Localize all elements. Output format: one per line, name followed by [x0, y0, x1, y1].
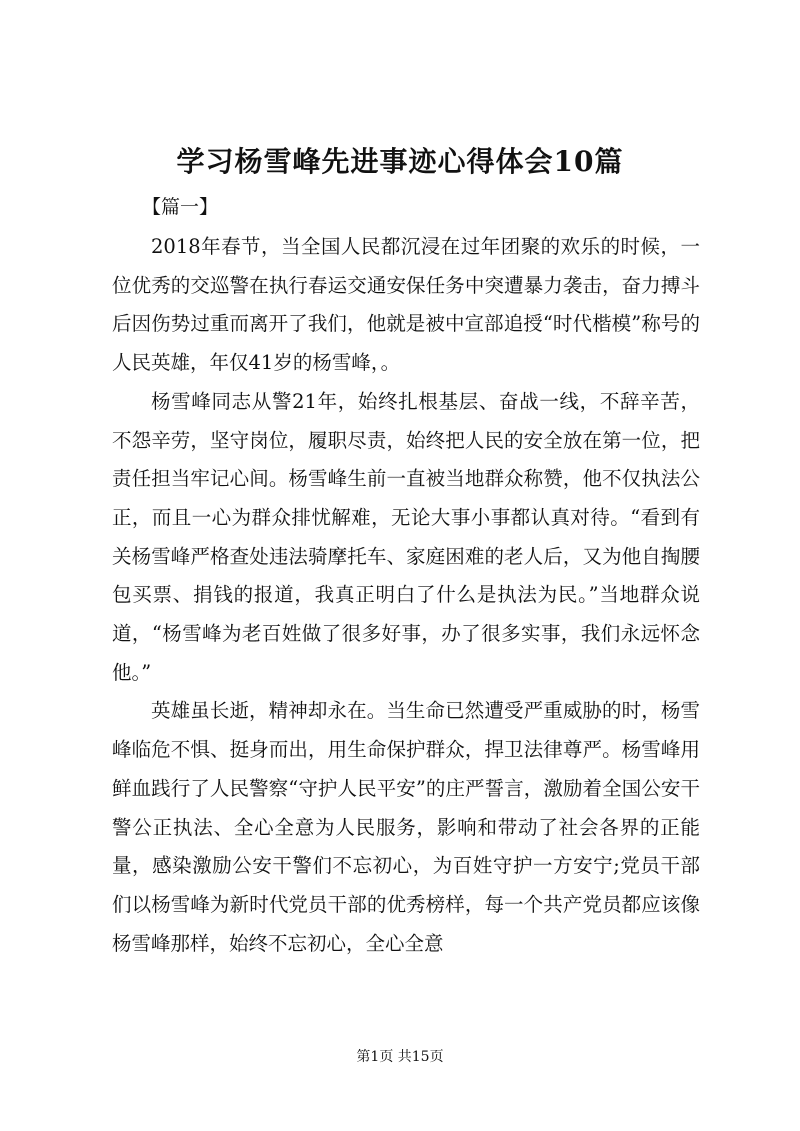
paragraph-1: 2018年春节，当全国人民都沉浸在过年团聚的欢乐的时候，一位优秀的交巡警在执行春运交通安保任务中突遭暴力袭击，奋力搏斗后因伤势过重而离开了我们，他就是被中宣部追授“时代楷模”称号的人民英雄，年仅41岁的杨雪峰，。: [112, 235, 700, 375]
paragraph-2: 杨雪峰同志从警21年，始终扎根基层、奋战一线，不辞辛苦，不怨辛劳，坚守岗位，履职尽责，始终把人民的安全放在第一位，把责任担当牢记心间。杨雪峰生前一直被当地群众称赞，他不仅执法公正，而且一心为群众排忧解难，无论大事小事都认真对待。“看到有关杨雪峰严格查处违法骑摩托车、家庭困难的老人后，又为他自掏腰包买票、捐钱的报道，我真正明白了什么是执法为民。”当地群众说道，“杨雪峰为老百姓做了很多好事，办了很多实事，我们永远怀念他。”: [112, 389, 700, 684]
document-title: 学习杨雪峰先进事迹心得体会10篇: [176, 145, 624, 178]
paragraph-3: 英雄虽长逝，精神却永在。当生命已然遭受严重威胁的时，杨雪峰临危不惧、挺身而出，用生命保护群众，捍卫法律尊严。杨雪峰用鲜血践行了人民警察“守护人民平安”的庄严誓言，激励着全国公安干警公正执法、全心全意为人民服务，影响和带动了社会各界的正能量，感染激励公安干警们不忘初心，为百姓守护一方安宁;党员干部们以杨雪峰为新时代党员干部的优秀榜样，每一个共产党员都应该像杨雪峰那样，始终不忘初心，全心全意: [112, 699, 700, 955]
section-label: 【篇一】: [142, 196, 219, 218]
page-footer: 第1页 共15页: [356, 1049, 444, 1065]
body-text: [112, 228, 700, 963]
